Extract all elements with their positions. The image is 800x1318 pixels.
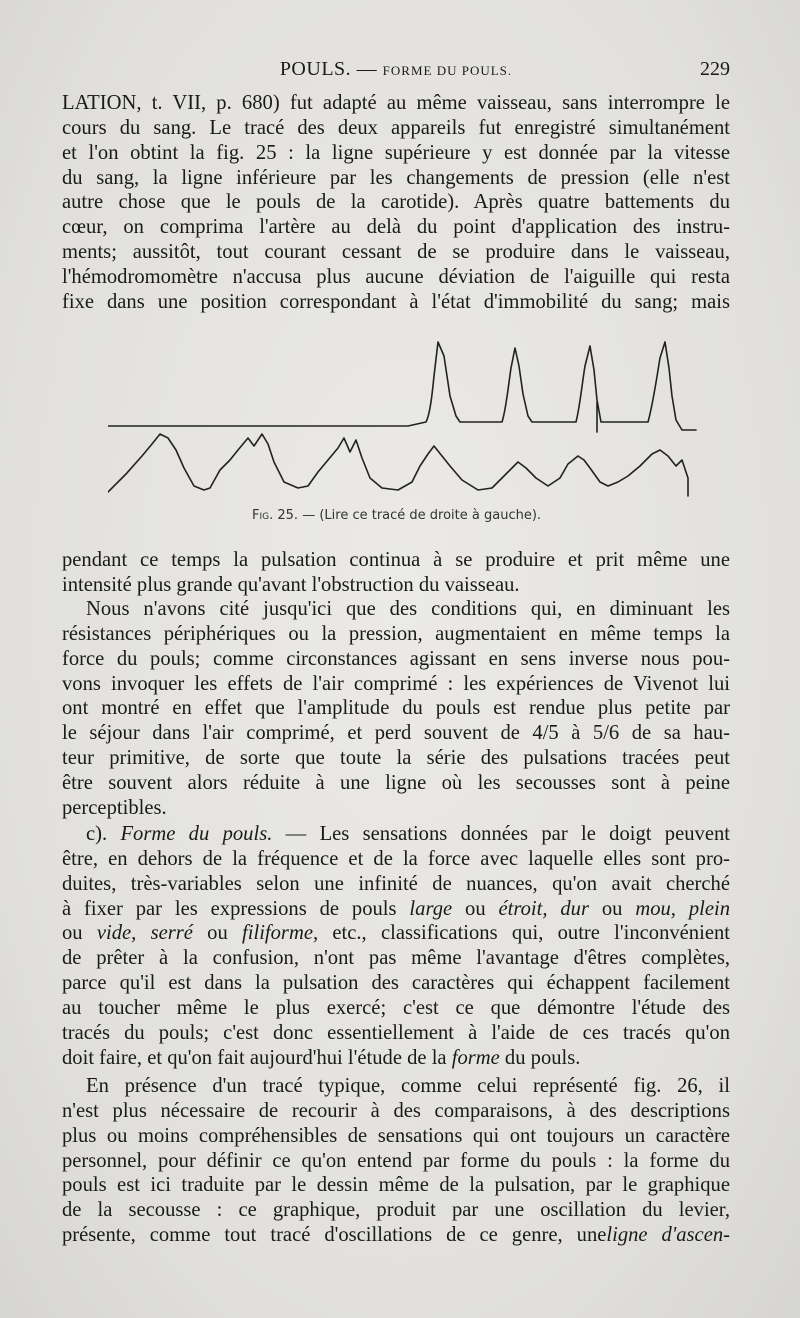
text-line: vons invoquer les effets de l'air comprimé : les expériences de Vivenot lui [62, 672, 730, 695]
text-line: de prêter à la confusion, n'ont pas même l'avantage d'êtres complètes, [62, 947, 730, 970]
text-line: autre chose que le pouls de la carotide). Après quatre battements du [62, 191, 730, 214]
text-line [62, 822, 730, 847]
text-line: parce qu'il est dans la pulsation des caractères qui échappent facilement [62, 972, 730, 995]
figure-label: Fig. 25. [252, 508, 299, 523]
figure-caption-text: (Lire ce tracé de droite à gauche). [319, 508, 542, 523]
text-line: cours du sang. Le tracé des deux appareils fut enregistré simultanément [62, 116, 730, 139]
upper-tracing-velocity [108, 342, 696, 430]
text-fragment: doit faire, et qu'on fait aujourd'hui l'étude de la [62, 1046, 447, 1069]
page-number: 229 [700, 58, 730, 80]
term-large: large [409, 897, 453, 920]
text-line: être, en dehors de la fréquence et de la force avec laquelle elles sont pro- [62, 847, 730, 870]
text-line: tracés du pouls; c'est donc essentiellement à l'aide de ces tracés qu'on [62, 1021, 730, 1044]
text-line: pouls est ici traduite par le dessin même de la pulsation, par le graphique [62, 1174, 730, 1197]
text-line: force du pouls; comme circonstances agissant en sens inverse nous pou- [62, 647, 730, 670]
text-line: Nous n'avons cité jusqu'ici que des conditions qui, en diminuant les [86, 598, 730, 620]
paragraph-continuation [62, 548, 730, 598]
paragraph-forme-du-pouls [62, 822, 730, 1070]
term-filiforme: filiforme, [242, 922, 319, 945]
text-line: et l'on obtint la fig. 25 : la ligne supérieure y est donnée par la vitesse [62, 141, 730, 164]
text-line [62, 897, 730, 922]
term-plein: plein [688, 897, 731, 920]
term-ligne-ascension: ligne d'ascen- [606, 1224, 730, 1247]
text-line [62, 91, 730, 116]
section-dash: — [285, 823, 307, 845]
term-etroit: étroit, [498, 897, 548, 920]
text-line: pendant ce temps la pulsation continua à se produire et prit même une [62, 549, 730, 571]
text-line: intensité plus grande qu'avant l'obstruction du vaisseau. [62, 573, 520, 596]
text-fragment: ou [465, 897, 486, 920]
text-line: du sang, la ligne inférieure par les changements de pression (elle n'est [62, 166, 730, 189]
figure-caption-dash: — [302, 508, 316, 523]
text-line: n'est plus nécessaire de recourir à des comparaisons, à des descriptions [62, 1099, 730, 1122]
text-line: ments; aussitôt, tout courant cessant de se produire dans le vaisseau, [62, 241, 730, 264]
text-fragment: ou [601, 897, 623, 920]
running-head [62, 58, 730, 81]
term-forme: forme [451, 1046, 500, 1069]
text-line: de la secousse : ce graphique, produit par une oscillation du levier, [62, 1199, 730, 1222]
section-title: Forme du pouls. [120, 823, 273, 845]
text-fragment: ou [62, 922, 83, 945]
text-line: résistances périphériques ou la pression, augmentaient en même temps la [62, 622, 730, 645]
text-line: teur primitive, de sorte que toute la série des pulsations tracées peut [62, 747, 730, 770]
text-fragment-lation: LATION [62, 92, 137, 114]
term-serre: serré [150, 922, 193, 945]
text-line: fixe dans une position correspondant à l'état d'immobilité du sang; mais [62, 290, 730, 313]
figure-caption [252, 508, 541, 523]
paragraph-top [62, 91, 730, 315]
text-line [62, 1223, 730, 1248]
text-fragment: ou [207, 922, 228, 945]
text-line: En présence d'un tracé typique, comme celui représenté fig. 26, il [86, 1075, 730, 1097]
lower-tracing-pressure [108, 434, 688, 496]
text-line: au toucher même le plus exercé; c'est ce que démontre l'étude des [62, 996, 730, 1019]
paragraph-trace-typique [62, 1074, 730, 1248]
running-head-sub: FORME DU POULS. [382, 63, 513, 78]
text-fragment: du pouls. [504, 1046, 581, 1069]
text-line: personnel, pour définir ce qu'on entend par forme du pouls : la forme du [62, 1149, 730, 1172]
text-fragment: , t. VII, p. 680) fut adapté au même vaisseau, sans interrompre le [136, 92, 730, 114]
text-fragment: Les sensations données par le doigt peuvent [319, 823, 730, 845]
text-fragment: à fixer par les expressions de pouls [62, 897, 397, 920]
text-line: être souvent alors réduite à une ligne où les secousses sont à peine [62, 771, 730, 794]
text-line: plus ou moins compréhensibles de sensations qui ont toujours un caractère [62, 1124, 730, 1147]
figure-25-pulse-tracing [108, 336, 698, 504]
text-line: le séjour dans l'air comprimé, et perd souvent de 4/5 à 5/6 de sa hau- [62, 722, 730, 745]
text-fragment: présente, comme tout tracé d'oscillations de ce genre, une [62, 1224, 607, 1247]
text-line: perceptibles. [62, 796, 167, 819]
text-line: l'hémodromomètre n'accusa plus aucune déviation de l'aiguille qui resta [62, 265, 730, 288]
text-line [62, 921, 730, 946]
page-header [62, 58, 730, 86]
text-line [62, 1046, 730, 1071]
term-vide: vide, [96, 922, 137, 945]
running-head-main: POULS. [279, 58, 352, 80]
term-mou: mou, [635, 897, 676, 920]
text-line: cœur, on comprima l'artère au delà du point d'application des instru- [62, 216, 730, 239]
term-dur: dur [560, 897, 589, 920]
section-label: c). [86, 823, 108, 845]
paragraph-air-comprime [62, 597, 730, 821]
text-line: duites, très-variables selon une infinité de nuances, qu'on avait cherché [62, 872, 730, 895]
text-fragment: etc., classifications qui, outre l'inconvénient [332, 922, 730, 945]
running-head-dash: — [356, 58, 378, 80]
text-line: ont montré en effet que l'amplitude du pouls est rendue plus petite par [62, 697, 730, 720]
